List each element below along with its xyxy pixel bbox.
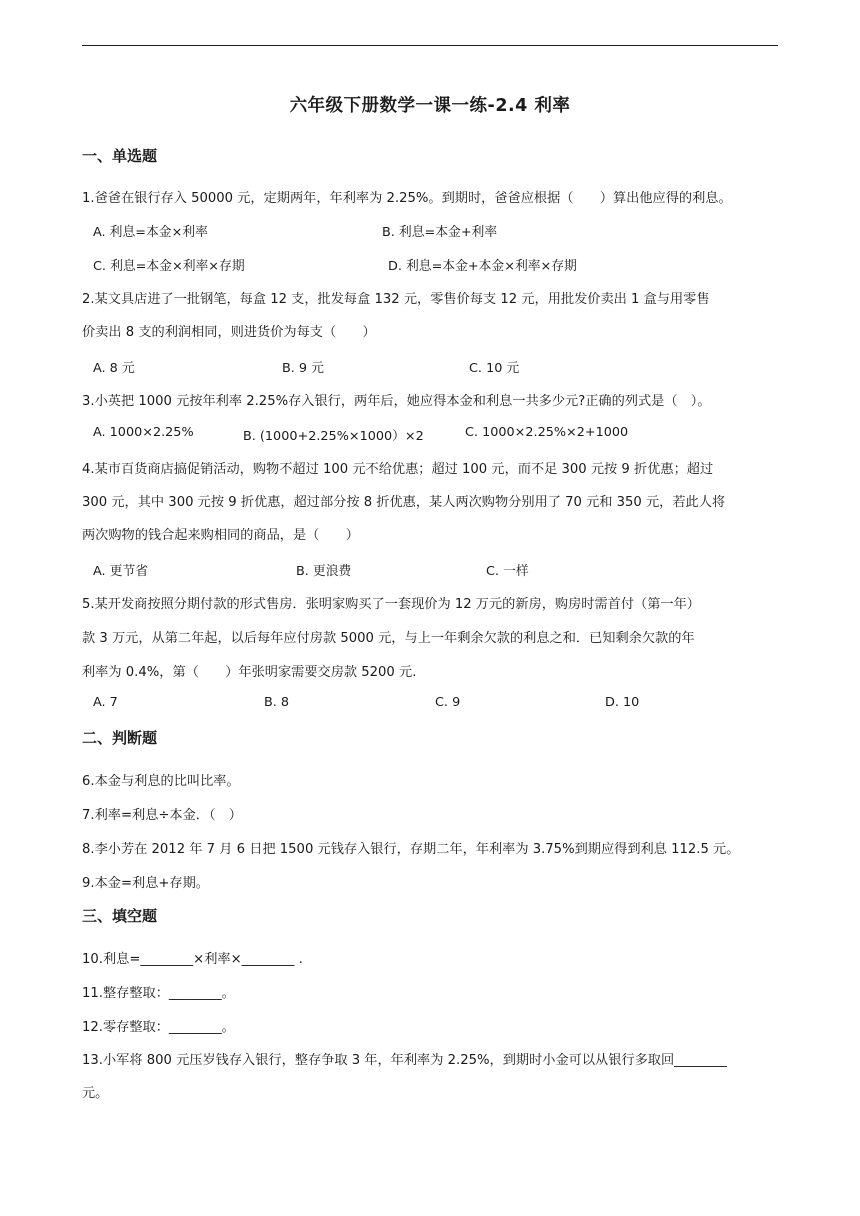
question-2-line-1: 2.某文具店进了一批钢笔，每盒 12 支，批发每盒 132 元，零售价每支 12 元，用批发价卖出 1 盒与用零售 (82, 292, 710, 307)
q1-option-c: C. 利息=本金×利率×存期 (93, 259, 245, 274)
question-2-line-2: 价卖出 8 支的利润相同，则进货价为每支（ ） (82, 325, 376, 340)
question-13-line-1: 13.小军将 800 元压岁钱存入银行，整存争取 3 年，年利率为 2.25%，到期时小金可以从银行多取回________ (82, 1053, 727, 1068)
q2-option-c: C. 10 元 (469, 361, 520, 376)
question-5-line-2: 款 3 万元，从第二年起，以后每年应付房款 5000 元，与上一年剩余欠款的利息之和．已知剩余欠款的年 (82, 631, 695, 646)
q1-option-d: D. 利息=本金+本金×利率×存期 (388, 259, 577, 274)
q1-option-b: B. 利息=本金+利率 (382, 225, 498, 240)
q2-option-a: A. 8 元 (93, 361, 135, 376)
q4-option-b: B. 更浪费 (296, 564, 352, 579)
question-8-text: 8.李小芳在 2012 年 7 月 6 日把 1500 元钱存入银行，存期二年，年利率为 3.75%到期应得到利息 112.5 元。 (82, 842, 740, 857)
question-9-text: 9.本金=利息+存期。 (82, 876, 209, 891)
q3-option-b: B. (1000+2.25%×1000）×2 (243, 429, 424, 444)
header-rule (82, 45, 778, 46)
question-4-line-3: 两次购物的钱合起来购相同的商品，是（ ） (82, 528, 359, 543)
q4-option-a: A. 更节省 (93, 564, 149, 579)
q4-option-c: C. 一样 (486, 564, 529, 579)
question-5-line-3: 利率为 0.4%，第（ ）年张明家需要交房款 5200 元. (82, 665, 417, 680)
section-heading-fill-blank: 三、填空题 (82, 907, 158, 925)
q5-option-b: B. 8 (264, 695, 290, 710)
question-4-line-2: 300 元，其中 300 元按 9 折优惠，超过部分按 8 折优惠，某人两次购物分别用了 70 元和 350 元，若此人将 (82, 495, 726, 510)
question-11-text: 11.整存整取：________。 (82, 986, 235, 1001)
section-heading-single-choice: 一、单选题 (82, 147, 158, 165)
q3-option-c: C. 1000×2.25%×2+1000 (465, 425, 629, 440)
question-5-line-1: 5.某开发商按照分期付款的形式售房．张明家购买了一套现价为 12 万元的新房，购房时需首付（第一年） (82, 597, 700, 612)
question-12-text: 12.零存整取：________。 (82, 1020, 235, 1035)
q1-option-a: A. 利息=本金×利率 (93, 225, 208, 240)
question-4-line-1: 4.某市百货商店搞促销活动，购物不超过 100 元不给优惠；超过 100 元，而不足 300 元按 9 折优惠；超过 (82, 462, 714, 477)
question-3-text: 3.小英把 1000 元按年利率 2.25%存入银行，两年后，她应得本金和利息一共多少元?正确的列式是（ ）。 (82, 394, 711, 409)
q3-option-a: A. 1000×2.25% (93, 425, 194, 440)
page-title: 六年级下册数学一课一练-2.4 利率 (289, 96, 571, 116)
q5-option-d: D. 10 (605, 695, 640, 710)
question-13-line-2: 元。 (82, 1086, 109, 1101)
question-6-text: 6.本金与利息的比叫比率。 (82, 774, 240, 789)
q5-option-a: A. 7 (93, 695, 118, 710)
q5-option-c: C. 9 (435, 695, 461, 710)
section-heading-true-false: 二、判断题 (82, 729, 158, 747)
question-7-text: 7.利率=利息÷本金．（ ） (82, 808, 242, 823)
q2-option-b: B. 9 元 (282, 361, 324, 376)
question-10-text: 10.利息=________×利率×________ . (82, 952, 303, 967)
question-1-text: 1.爸爸在银行存入 50000 元，定期两年，年利率为 2.25%。到期时，爸爸应根据（ ）算出他应得的利息。 (82, 191, 732, 206)
